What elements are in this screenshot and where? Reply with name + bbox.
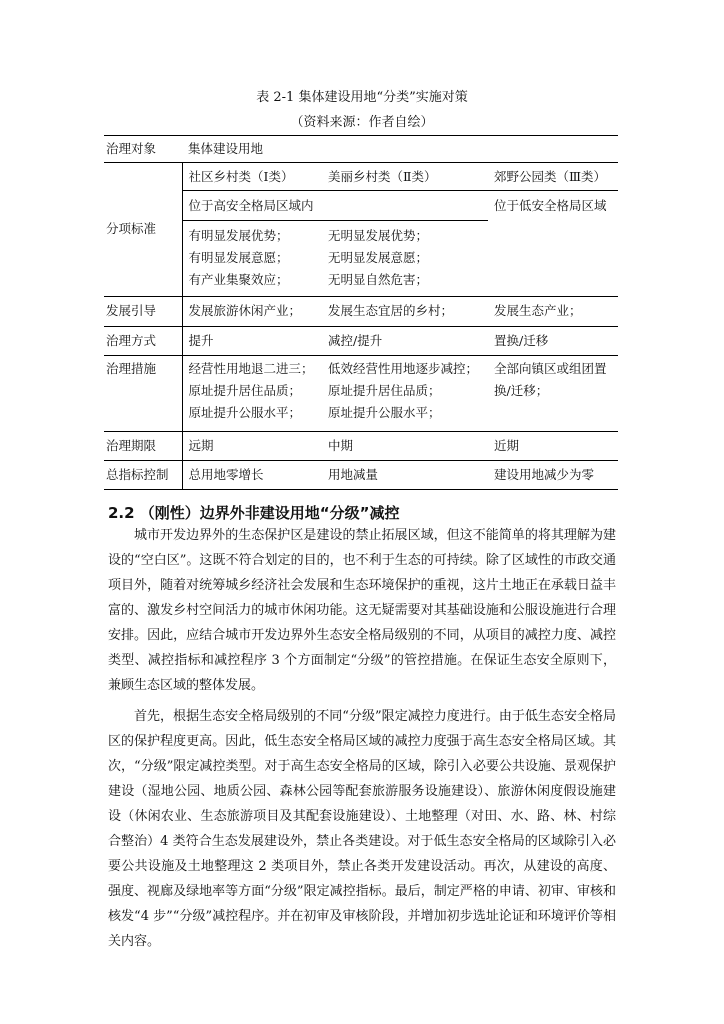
measure-c3-line: 全部向镇区或组团置 bbox=[494, 360, 607, 376]
section-heading: 2.2 （刚性）边界外非建设用地“分级”减控 bbox=[108, 504, 400, 522]
measure-c1-line: 原址提升居住品质； bbox=[188, 382, 302, 398]
measure-c1-line: 原址提升公服水平； bbox=[188, 404, 302, 420]
table-row-period bbox=[104, 431, 618, 460]
row-label-measure: 治理措施 bbox=[104, 355, 182, 431]
standard-c1-2: 有明显发展意愿； bbox=[182, 247, 322, 269]
mode-2: 减控/提升 bbox=[322, 326, 488, 355]
row-label-period: 治理期限 bbox=[104, 431, 182, 460]
standard-c2-2: 无明显发展意愿； bbox=[328, 250, 429, 265]
row-label-guide: 发展引导 bbox=[104, 296, 182, 326]
measure-c2-line: 低效经营性用地逐步减控； bbox=[328, 360, 479, 376]
category-2: 美丽乡村类（Ⅱ类） bbox=[322, 163, 488, 191]
control-1: 总用地零增长 bbox=[182, 460, 322, 489]
standard-c1-3: 有产业集聚效应； bbox=[182, 269, 322, 296]
standard-zone-high: 位于高安全格局区域内 bbox=[182, 191, 488, 221]
mode-3: 置换/迁移 bbox=[488, 326, 618, 355]
control-2: 用地减量 bbox=[322, 460, 488, 489]
standard-c1-1: 有明显发展优势； bbox=[182, 221, 322, 248]
period-3: 近期 bbox=[488, 431, 618, 460]
policy-table bbox=[104, 135, 618, 490]
table-row-object bbox=[104, 136, 618, 163]
measure-c2 bbox=[322, 355, 488, 431]
guide-1: 发展旅游休闲产业； bbox=[182, 296, 322, 326]
row-label-object: 治理对象 bbox=[104, 136, 182, 163]
measure-c1-line: 经营性用地退二进三； bbox=[188, 360, 314, 376]
period-2: 中期 bbox=[322, 431, 488, 460]
table-row-mode bbox=[104, 326, 618, 355]
table-row-measure bbox=[104, 355, 618, 431]
measure-c1 bbox=[182, 355, 322, 431]
measure-c3-line: 换/迁移； bbox=[494, 382, 549, 398]
guide-3: 发展生态产业； bbox=[488, 296, 618, 326]
measure-c2-line: 原址提升公服水平； bbox=[328, 404, 441, 420]
standard-c2-1: 无明显发展优势； bbox=[322, 221, 488, 248]
guide-2: 发展生态宜居的乡村； bbox=[322, 296, 488, 326]
table-source-note: （资料来源：作者自绘） bbox=[290, 115, 434, 130]
table-caption: 表 2-1 集体建设用地“分类”实施对策 bbox=[256, 90, 468, 105]
table-row-control bbox=[104, 460, 618, 489]
standard-zone-low: 位于低安全格局区域 bbox=[488, 191, 618, 297]
body-paragraph-2: 首先，根据生态安全格局级别的不同“分级”限定减控力度进行。由于低生态安全格局区的保护程度更高。因此，低生态安全格局区域的减控力度强于高生态安全格局区域。其次，“分级”限定减控类型。对于高生态安全格局的区域，除引入必要公共设施、景观保护建设（湿地公园、地质公园、森林公园等配套旅游服务设施建设）、旅游休闲度假设施建设（休闲农业、生态旅游项目及其配套设施建设）、土地整理（对田、水、路、林、村综合整治）4 类符合生态发展建设外，禁止各类建设。对于低生态安全格局的区域除引入必要公共设施及土地整理这 2 类项目外，禁止各类开发建设活动。再次，从建设的高度、强度、视廊及绿地率等方面“分级”限定减控指标。最后，制定严格的申请、初审、审核和核发“4 步”“分级”减控程序。并在初审及审核阶段，并增加初步选址论证和环境评价等相关内容。 bbox=[108, 709, 616, 949]
measure-c3 bbox=[488, 355, 618, 431]
mode-1: 提升 bbox=[182, 326, 322, 355]
table-row-zone bbox=[104, 191, 618, 221]
standard-c2-3: 无明显自然危害； bbox=[328, 272, 429, 287]
row-label-standard: 分项标准 bbox=[104, 163, 182, 297]
category-1: 社区乡村类（Ⅰ类） bbox=[182, 163, 322, 191]
object-value: 集体建设用地 bbox=[182, 136, 618, 163]
category-3: 郊野公园类（Ⅲ类） bbox=[488, 163, 618, 191]
row-label-control: 总指标控制 bbox=[104, 460, 182, 489]
body-paragraph-1: 城市开发边界外的生态保护区是建设的禁止拓展区域，但这不能简单的将其理解为建设的“空白区”。这既不符合划定的目的，也不利于生态的可持续。除了区域性的市政交通项目外，随着对统筹城乡经济社会发展和生态环境保护的重视，这片土地正在承载日益丰富的、激发乡村空间活力的城市休闲功能。这无疑需要对其基础设施和公服设施进行合理安排。因此，应结合城市开发边界外生态安全格局级别的不同，从项目的减控力度、减控类型、减控指标和减控程序 3 个方面制定“分级”的管控措施。在保证生态安全原则下，兼顾生态区域的整体发展。 bbox=[108, 528, 616, 693]
table-row-guide bbox=[104, 296, 618, 326]
control-3: 建设用地减少为零 bbox=[488, 460, 618, 489]
period-1: 远期 bbox=[182, 431, 322, 460]
measure-c2-line: 原址提升居住品质； bbox=[328, 382, 441, 398]
table-row-categories bbox=[104, 163, 618, 191]
row-label-mode: 治理方式 bbox=[104, 326, 182, 355]
